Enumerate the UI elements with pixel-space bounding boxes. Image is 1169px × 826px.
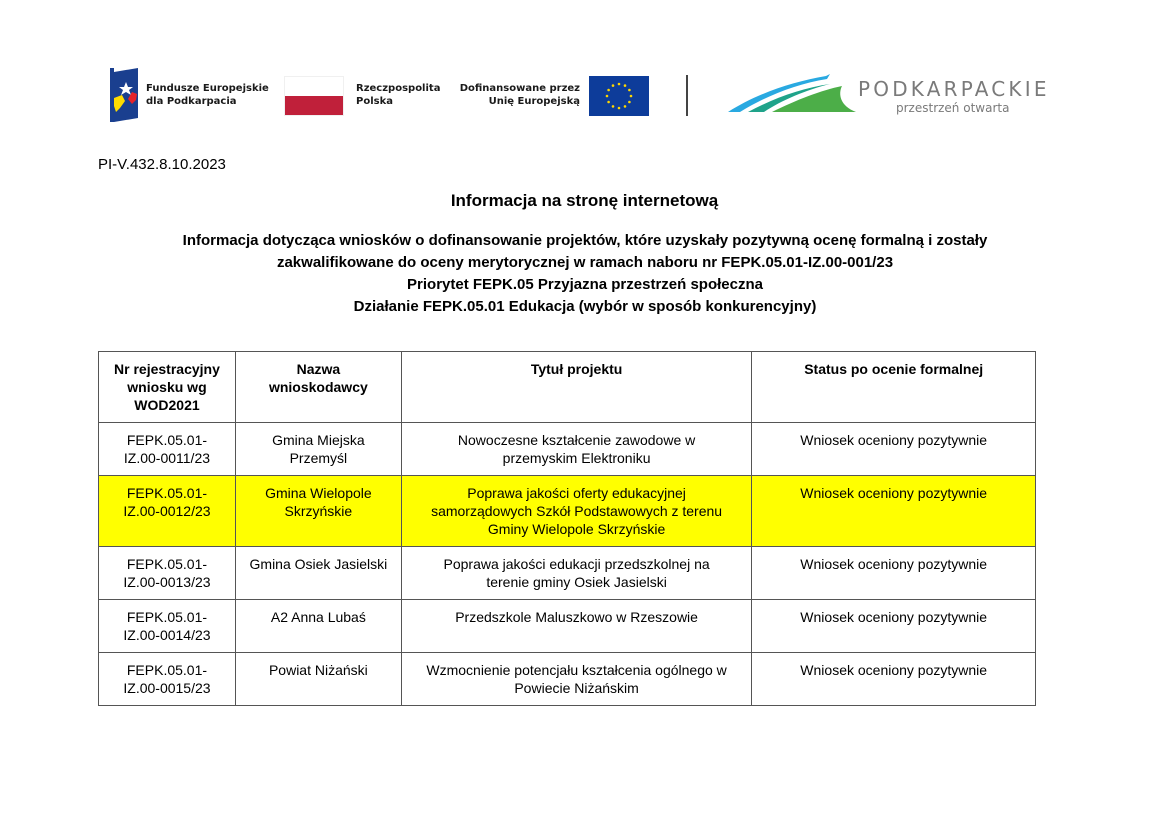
eu-line2: Unię Europejską — [488, 96, 580, 107]
podkarpackie-swoosh-icon — [726, 72, 856, 117]
cell-registration-number: FEPK.05.01- IZ.00-0011/23 — [99, 423, 236, 476]
table-header-row — [99, 352, 1036, 423]
cell-status: Wniosek oceniony pozytywnie — [752, 423, 1036, 476]
header-project-title: Tytuł projektu — [401, 352, 752, 423]
fe-line1: Fundusze Europejskie — [146, 83, 269, 94]
cell-applicant-name: Gmina Miejska Przemyśl — [235, 423, 401, 476]
cell-registration-number: FEPK.05.01- IZ.00-0013/23 — [99, 547, 236, 600]
subtitle-line: Informacja dotycząca wniosków o dofinansowanie projektów, które uzyskały pozytywną ocenę formalną i zostały — [182, 232, 988, 249]
cell-applicant-name: A2 Anna Lubaś — [235, 600, 401, 653]
header-status: Status po ocenie formalnej — [752, 352, 1036, 423]
table-row — [99, 600, 1036, 653]
cell-status: Wniosek oceniony pozytywnie — [752, 547, 1036, 600]
cell-project-title: Poprawa jakości oferty edukacyjnej samorządowych Szkół Podstawowych z terenu Gminy Wielopole Skrzyńskie — [401, 476, 752, 547]
cell-project-title: Poprawa jakości edukacji przedszkolnej na terenie gminy Osiek Jasielski — [401, 547, 752, 600]
cell-status: Wniosek oceniony pozytywnie — [752, 653, 1036, 706]
cell-applicant-name: Powiat Niżański — [235, 653, 401, 706]
cell-status: Wniosek oceniony pozytywnie — [752, 600, 1036, 653]
header-registration-number: Nr rejestracyjny wniosku wg WOD2021 — [99, 352, 236, 423]
poland-flag-icon — [284, 76, 344, 116]
eu-flag-icon — [589, 76, 649, 116]
cell-registration-number: FEPK.05.01- IZ.00-0015/23 — [99, 653, 236, 706]
podkarpackie-subtitle: przestrzeń otwarta — [896, 101, 1010, 115]
logo-divider — [686, 75, 688, 116]
cell-project-title: Przedszkole Maluszkowo w Rzeszowie — [401, 600, 752, 653]
subtitle-line: Działanie FEPK.05.01 Edukacja (wybór w sposób konkurencyjny) — [353, 298, 817, 315]
subtitle-line: Priorytet FEPK.05 Przyjazna przestrzeń społeczna — [407, 276, 763, 293]
cell-applicant-name: Gmina Wielopole Skrzyńskie — [235, 476, 401, 547]
cell-registration-number: FEPK.05.01- IZ.00-0012/23 — [99, 476, 236, 547]
table-row — [99, 423, 1036, 476]
header-applicant-name: Nazwa wnioskodawcy — [235, 352, 401, 423]
cell-status: Wniosek oceniony pozytywnie — [752, 476, 1036, 547]
fundusze-europejskie-logo-icon — [110, 68, 140, 122]
table-row-highlighted — [99, 476, 1036, 547]
pl-line1: Rzeczpospolita — [356, 83, 441, 94]
cell-project-title: Wzmocnienie potencjału kształcenia ogólnego w Powiecie Niżańskim — [401, 653, 752, 706]
cell-project-title: Nowoczesne kształcenie zawodowe w przemyskim Elektroniku — [401, 423, 752, 476]
subtitle-line: zakwalifikowane do oceny merytorycznej w ramach naboru nr FEPK.05.01-IZ.00-001/23 — [276, 254, 894, 271]
document-reference: PI-V.432.8.10.2023 — [98, 156, 226, 173]
podkarpackie-title: PODKARPACKIE — [858, 77, 1050, 101]
document-subtitle — [120, 230, 1050, 318]
cell-applicant-name: Gmina Osiek Jasielski — [235, 547, 401, 600]
pl-line2: Polska — [356, 96, 393, 107]
applications-table — [98, 351, 1036, 706]
fe-line2: dla Podkarpacia — [146, 96, 237, 107]
eu-logo-text — [456, 82, 580, 108]
pl-logo-text — [356, 82, 440, 108]
fe-logo-text — [146, 82, 269, 108]
table-row — [99, 547, 1036, 600]
table-row — [99, 653, 1036, 706]
document-title: Informacja na stronę internetową — [450, 191, 719, 210]
logo-bar — [0, 0, 1169, 140]
cell-registration-number: FEPK.05.01- IZ.00-0014/23 — [99, 600, 236, 653]
eu-line1: Dofinansowane przez — [459, 83, 580, 94]
